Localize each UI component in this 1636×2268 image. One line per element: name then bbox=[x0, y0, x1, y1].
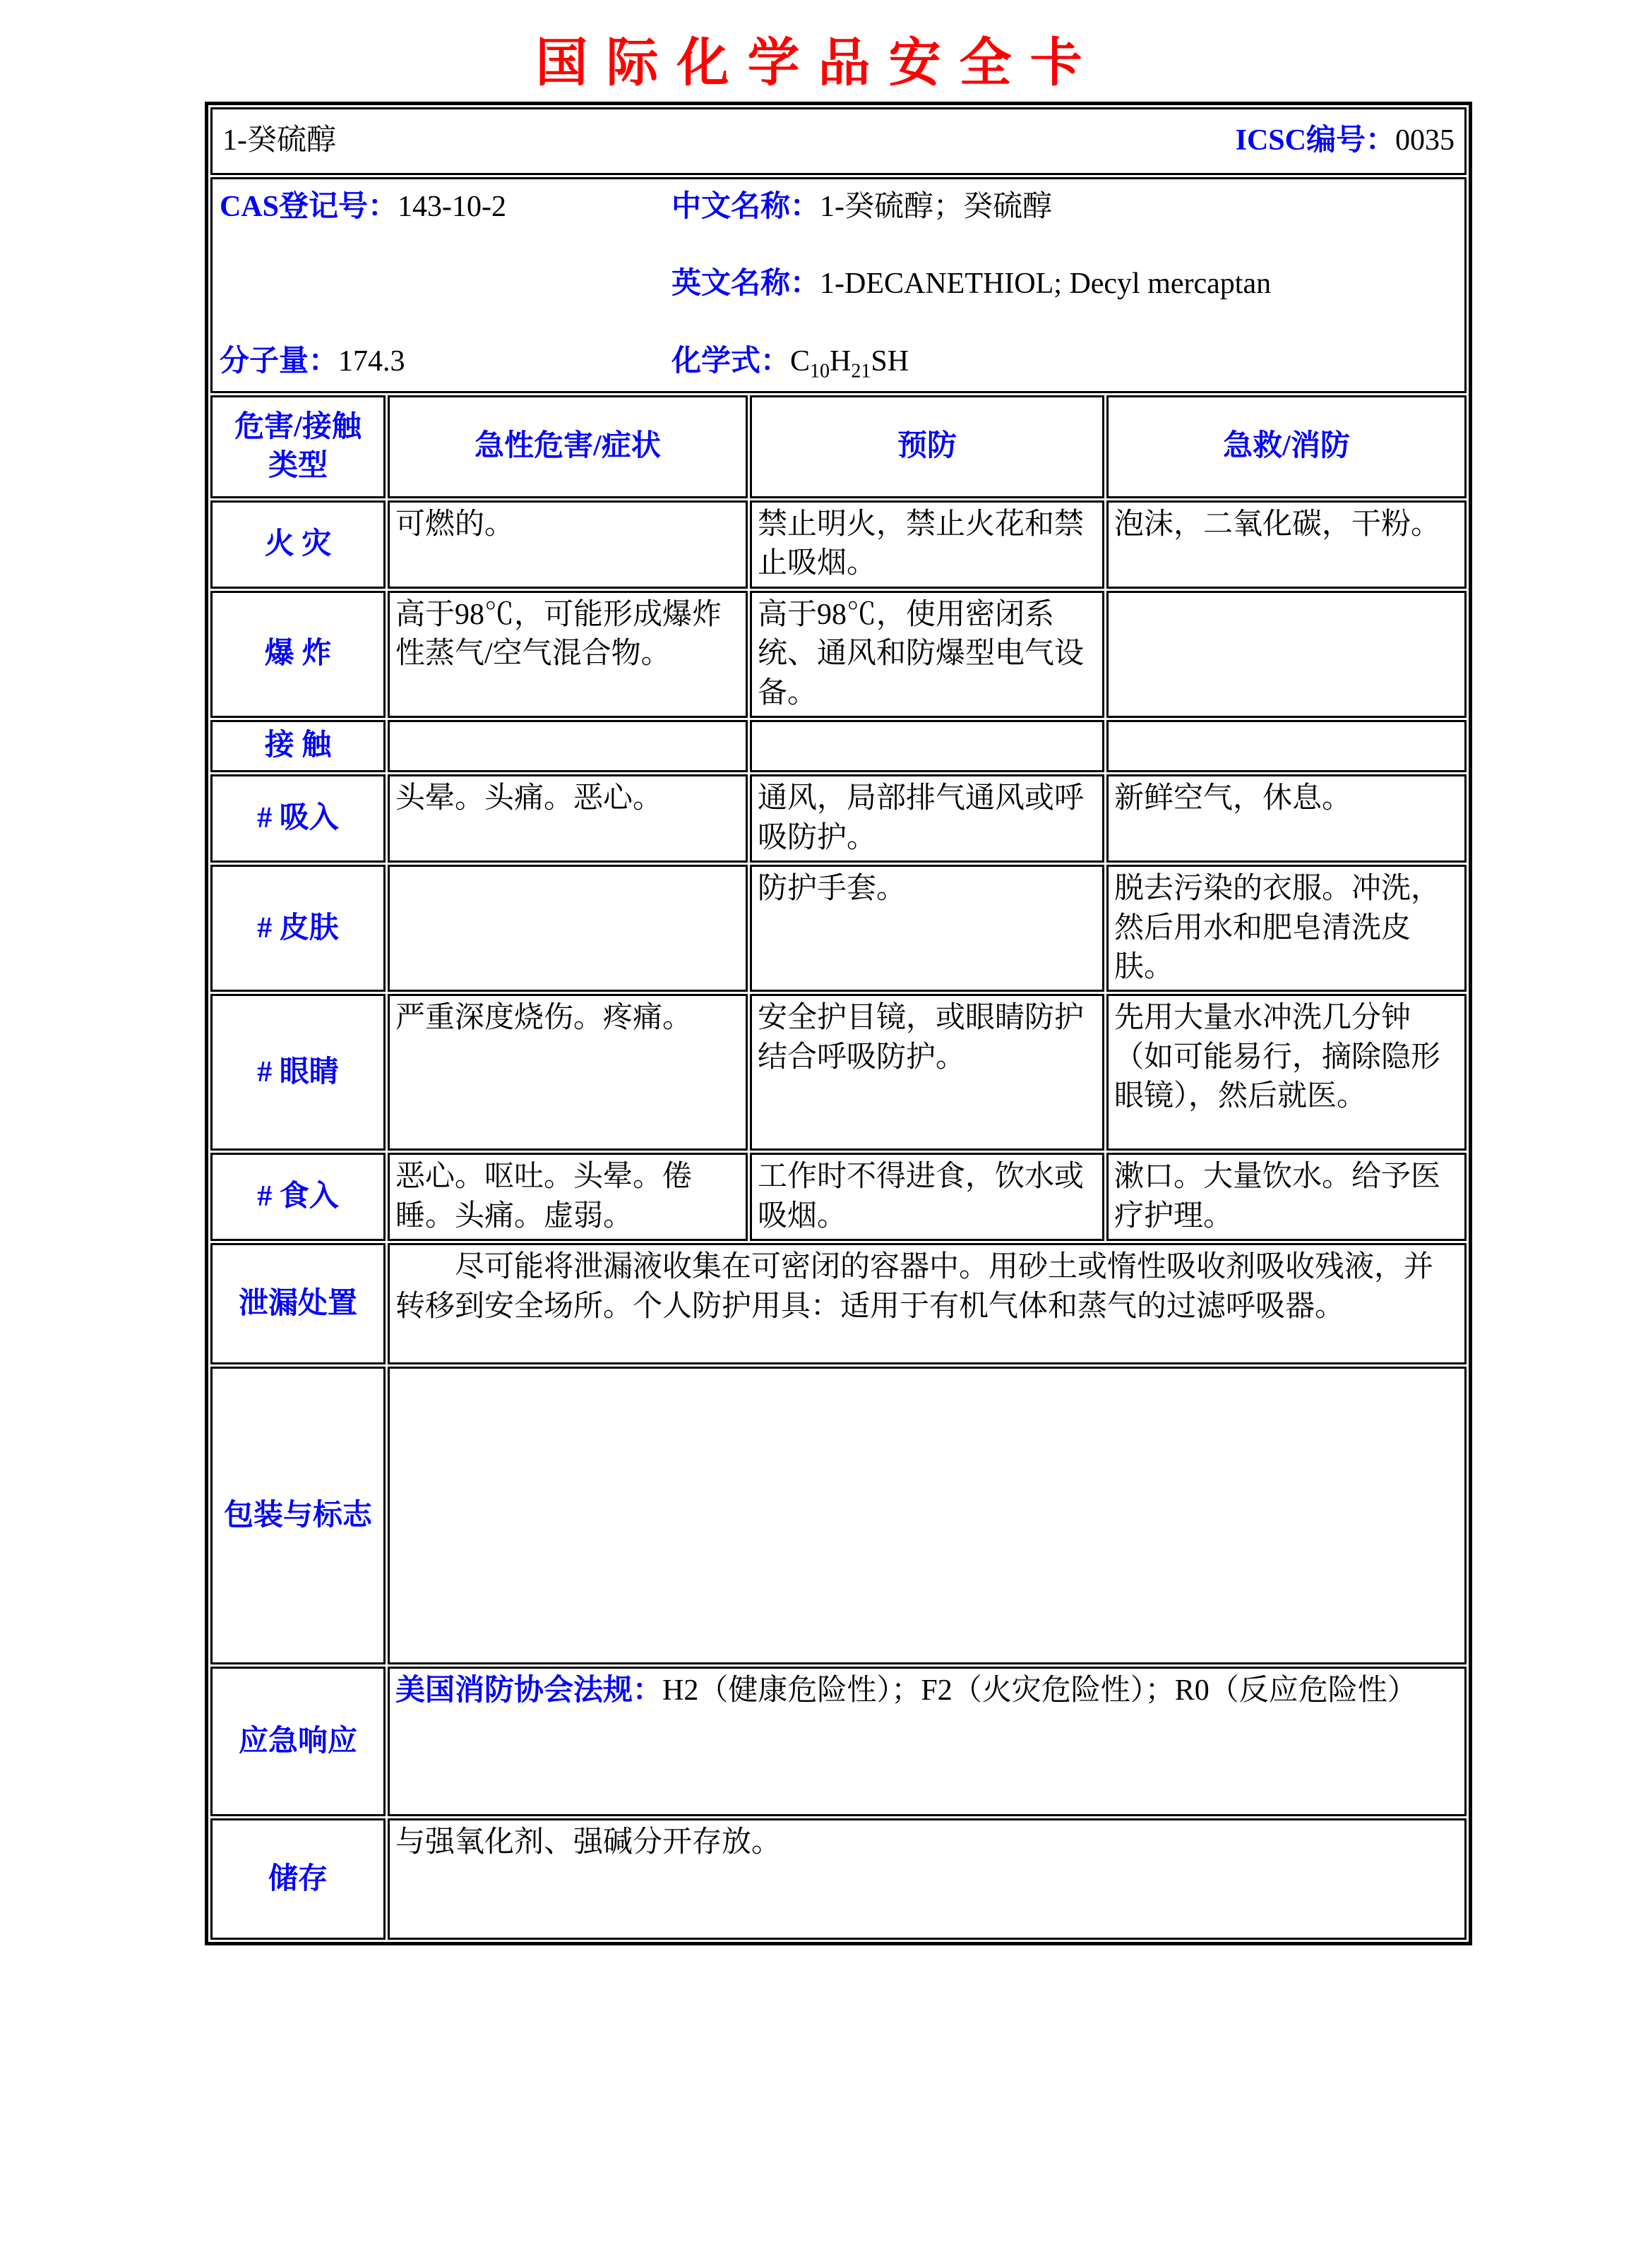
hazard-type-cell: # 眼睛 bbox=[210, 994, 386, 1151]
chinese-name bbox=[671, 188, 1457, 227]
hazard-type-cell: # 食入 bbox=[210, 1153, 386, 1241]
column-header-line1: 危害/接触 bbox=[234, 410, 362, 443]
section-label: 包装与标志 bbox=[210, 1367, 386, 1664]
section-row-spillage bbox=[210, 1243, 1467, 1364]
section-content: 与强氧化剂、强碱分开存放。 bbox=[388, 1818, 1467, 1940]
symptoms-cell: 头晕。头痛。恶心。 bbox=[388, 774, 748, 863]
hazard-row-skin bbox=[210, 865, 1467, 992]
formula-part: SH bbox=[871, 344, 909, 378]
firstaid-cell: 先用大量水冲洗几分钟（如可能易行，摘除隐形眼镜），然后就医。 bbox=[1106, 994, 1467, 1151]
chinese-name-label: 中文名称： bbox=[671, 191, 820, 223]
firstaid-cell: 脱去污染的衣服。冲洗，然后用水和肥皂清洗皮肤。 bbox=[1106, 865, 1467, 992]
chemical-name: 1-癸硫醇 bbox=[222, 124, 336, 157]
hazard-row-explosion bbox=[210, 591, 1467, 718]
hazard-row-contact bbox=[210, 720, 1467, 772]
formula-subscript: 10 bbox=[810, 360, 830, 383]
section-row-packaging bbox=[210, 1367, 1467, 1664]
prevention-cell bbox=[750, 720, 1104, 772]
symptoms-cell: 恶心。呕吐。头晕。倦睡。头痛。虚弱。 bbox=[388, 1153, 748, 1241]
hazard-type-cell: 接 触 bbox=[210, 720, 386, 772]
icsc-number bbox=[1236, 121, 1455, 160]
firstaid-cell: 泡沫，二氧化碳，干粉。 bbox=[1106, 500, 1467, 589]
column-header-firstaid: 急救/消防 bbox=[1106, 395, 1467, 498]
molecular-weight-label: 分子量： bbox=[220, 344, 339, 378]
chemical-name-cell bbox=[210, 107, 1467, 175]
formula-label: 化学式： bbox=[671, 344, 791, 378]
column-header-prevention: 预防 bbox=[750, 395, 1104, 498]
prevention-cell: 防护手套。 bbox=[750, 865, 1104, 992]
firstaid-cell bbox=[1106, 591, 1467, 718]
chinese-name-value: 1-癸硫醇；癸硫醇 bbox=[820, 191, 1053, 223]
cas-number bbox=[220, 188, 671, 227]
hazard-type-cell: 爆 炸 bbox=[210, 591, 386, 718]
hazard-row-ingestion bbox=[210, 1153, 1467, 1241]
prevention-cell: 安全护目镜，或眼睛防护结合呼吸防护。 bbox=[750, 994, 1104, 1151]
table-header-row bbox=[210, 395, 1467, 498]
symptoms-cell: 严重深度烧伤。疼痛。 bbox=[388, 994, 748, 1151]
hazard-row-eyes bbox=[210, 994, 1467, 1151]
formula-subscript: 21 bbox=[851, 360, 871, 383]
section-content: 尽可能将泄漏液收集在可密闭的容器中。用砂土或惰性吸收剂吸收残液，并转移到安全场所。个人防护用具：适用于有机气体和蒸气的过滤呼吸器。 bbox=[388, 1243, 1467, 1364]
spacer bbox=[220, 265, 671, 304]
column-header-hazard-type bbox=[210, 395, 386, 498]
chemical-formula bbox=[671, 342, 1457, 381]
molecular-weight bbox=[220, 342, 671, 381]
column-header-line2: 类型 bbox=[268, 450, 328, 482]
nfpa-codes: H2（健康危险性）；F2（火灾危险性）；R0（反应危险性） bbox=[662, 1674, 1417, 1708]
cas-label: CAS登记号： bbox=[220, 191, 398, 223]
firstaid-cell bbox=[1106, 720, 1467, 772]
english-name bbox=[671, 265, 1457, 304]
icsc-number-value: 0035 bbox=[1395, 124, 1455, 157]
hazard-row-fire bbox=[210, 500, 1467, 589]
prevention-cell: 工作时不得进食，饮水或吸烟。 bbox=[750, 1153, 1104, 1241]
english-name-label: 英文名称： bbox=[671, 268, 820, 301]
prevention-cell: 通风，局部排气通风或呼吸防护。 bbox=[750, 774, 1104, 863]
hazard-type-cell: 火 灾 bbox=[210, 500, 386, 589]
symptoms-cell bbox=[388, 720, 748, 772]
formula-part: C bbox=[790, 344, 811, 378]
identifiers-cell bbox=[210, 177, 1467, 393]
section-label: 应急响应 bbox=[210, 1667, 386, 1816]
prevention-cell: 禁止明火，禁止火花和禁止吸烟。 bbox=[750, 500, 1104, 589]
identifiers-row bbox=[210, 177, 1467, 393]
section-label: 泄漏处置 bbox=[210, 1243, 386, 1364]
icsc-number-label: ICSC编号： bbox=[1235, 124, 1395, 157]
firstaid-cell: 新鲜空气，休息。 bbox=[1106, 774, 1467, 863]
symptoms-cell: 可燃的。 bbox=[388, 500, 748, 589]
nfpa-label: 美国消防协会法规： bbox=[395, 1674, 663, 1708]
section-row-emergency-response bbox=[210, 1667, 1467, 1816]
english-name-value: 1-DECANETHIOL; Decyl mercaptan bbox=[820, 268, 1272, 301]
hazard-type-cell: # 皮肤 bbox=[210, 865, 386, 992]
section-label: 储存 bbox=[210, 1818, 386, 1940]
formula-part: H bbox=[830, 344, 852, 378]
hazard-row-inhalation bbox=[210, 774, 1467, 863]
molecular-weight-value: 174.3 bbox=[338, 344, 405, 378]
icsc-table bbox=[205, 102, 1472, 1945]
page-title: 国际化学品安全卡 bbox=[535, 33, 1101, 92]
chemical-name-row bbox=[210, 107, 1467, 175]
section-content bbox=[388, 1667, 1467, 1816]
symptoms-cell bbox=[388, 865, 748, 992]
section-row-storage bbox=[210, 1818, 1467, 1940]
column-header-symptoms: 急性危害/症状 bbox=[388, 395, 748, 498]
firstaid-cell: 漱口。大量饮水。给予医疗护理。 bbox=[1106, 1153, 1467, 1241]
hazard-type-cell: # 吸入 bbox=[210, 774, 386, 863]
symptoms-cell: 高于98℃，可能形成爆炸性蒸气/空气混合物。 bbox=[388, 591, 748, 718]
prevention-cell: 高于98℃，使用密闭系统、通风和防爆型电气设备。 bbox=[750, 591, 1104, 718]
section-content bbox=[388, 1367, 1467, 1664]
cas-value: 143-10-2 bbox=[398, 191, 507, 223]
